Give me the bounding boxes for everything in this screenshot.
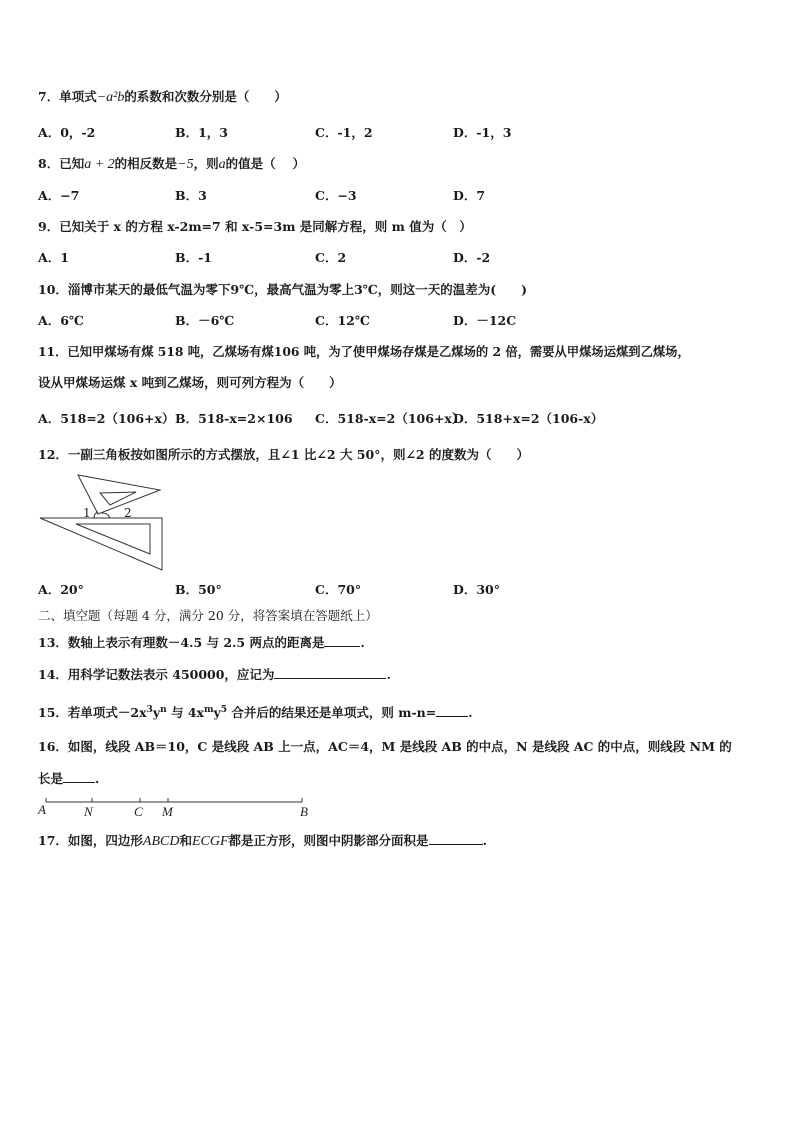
angle-1-label: 1: [83, 506, 91, 520]
q8-suffix: 的值是（ ）: [225, 156, 305, 171]
question-15: [38, 701, 473, 722]
q10-option-b: B．－6℃: [175, 313, 235, 328]
segment-figure: [36, 794, 316, 820]
q15-exp4: 5: [220, 705, 228, 715]
q17-post: 都是正方形，则图中阴影部分面积是: [228, 833, 429, 848]
q8-math: a + 2: [84, 157, 115, 172]
q15-answer-blank[interactable]: [436, 704, 468, 717]
q10-option-c: C．12℃: [315, 313, 370, 328]
q8-middle: 的相反数是: [114, 156, 178, 171]
angle-2-label: 2: [124, 506, 132, 520]
question-12: 12．一副三角板按如图所示的方式摆放，且∠1 比∠2 大 50°，则∠2 的度数为（ ）: [38, 447, 529, 462]
q11-option-b: B．518-x=2×106: [175, 411, 293, 426]
q11-option-d: D．518+x=2（106-x）: [453, 411, 604, 426]
q13-end: .: [360, 635, 365, 650]
point-b-label: B: [300, 804, 308, 819]
q7-option-a: A．0，-2: [38, 125, 96, 140]
q17-mid: 和: [179, 833, 192, 848]
question-8: [38, 155, 305, 174]
q15-pre: 15．若单项式－2x: [38, 705, 147, 721]
q16-end: .: [95, 771, 100, 786]
q7-suffix: 的系数和次数分别是（ ）: [124, 89, 287, 104]
q8-option-b: B．3: [175, 188, 207, 203]
q17-answer-blank[interactable]: [429, 832, 483, 845]
question-7: [38, 88, 287, 107]
q11-option-a: A．518=2（106+x）: [38, 411, 175, 426]
q9-option-b: B．-1: [175, 250, 212, 265]
q9-option-d: D．-2: [453, 250, 491, 265]
q12-option-a: A．20°: [38, 582, 84, 597]
q14-end: .: [386, 667, 391, 682]
question-10: 10．淄博市某天的最低气温为零下9℃，最高气温为零上3℃，则这一天的温差为( ): [38, 282, 528, 297]
q17-abcd: ABCD: [142, 834, 180, 849]
q7-option-c: C．-1，2: [315, 125, 373, 140]
point-n-label: N: [84, 804, 93, 819]
q7-prefix: 7．单项式: [38, 89, 97, 104]
q8-middle2: ，则: [193, 156, 219, 171]
upper-triangle-inner: [100, 492, 136, 505]
q14-answer-blank[interactable]: [274, 666, 386, 679]
question-16: 16．如图，线段 AB＝10，C 是线段 AB 上一点，AC＝4，M 是线段 AB 的中点，N 是线段 AC 的中点，则线段 NM 的: [38, 739, 732, 754]
q12-option-b: B．50°: [175, 582, 222, 597]
q15-mid: 与 4x: [166, 705, 204, 721]
question-17: [38, 832, 487, 851]
q12-option-c: C．70°: [315, 582, 362, 597]
angle-2-arc: [102, 513, 110, 518]
point-a-label: A: [38, 802, 46, 817]
q8-option-c: C．−3: [315, 188, 357, 203]
q10-option-d: D．－12C: [453, 313, 517, 328]
q15-exp1: 3: [146, 705, 153, 715]
q13-answer-blank[interactable]: [324, 634, 360, 647]
q12-option-d: D．30°: [453, 582, 500, 597]
q16-answer-blank[interactable]: [63, 770, 95, 783]
q17-ecgf: ECGF: [191, 834, 229, 849]
q13-text: 13．数轴上表示有理数－4.5 与 2.5 两点的距离是: [38, 635, 325, 650]
question-16-line2: [38, 770, 99, 788]
q8-math2: −5: [177, 157, 194, 172]
question-14: [38, 666, 391, 684]
q10-option-a: A．6℃: [38, 313, 84, 328]
q15-y2: y: [213, 705, 221, 721]
q8-prefix: 8．已知: [38, 156, 85, 171]
q11-option-c: C．518-x=2（106+x）: [315, 411, 465, 426]
q15-y1: y: [152, 705, 161, 721]
question-11-line2: 设从甲煤场运煤 x 吨到乙煤场，则可列方程为（ ）: [38, 375, 342, 390]
q14-text: 14．用科学记数法表示 450000，应记为: [38, 667, 275, 682]
q8-math3: a: [218, 157, 226, 172]
q15-end: .: [468, 705, 473, 721]
q15-exp3: m: [203, 705, 214, 715]
question-11: 11．已知甲煤场有煤 518 吨，乙煤场有煤106 吨，为了使甲煤场存煤是乙煤场的 2 倍，需要从甲煤场运煤到乙煤场，: [38, 344, 690, 359]
q7-math: −a²b: [96, 90, 125, 105]
q7-option-d: D．-1，3: [453, 125, 512, 140]
point-m-label: M: [162, 804, 173, 819]
q7-option-b: B．1，3: [175, 125, 228, 140]
triangle-rulers-figure: [38, 472, 168, 572]
point-c-label: C: [134, 804, 143, 819]
q9-option-a: A．1: [38, 250, 69, 265]
q8-option-a: A．−7: [38, 188, 80, 203]
q8-option-d: D．7: [453, 188, 486, 203]
question-9: 9．已知关于 x 的方程 x-2m=7 和 x-5=3m 是同解方程，则 m 值为（ ）: [38, 219, 472, 234]
section-2-heading: 二、填空题（每题 4 分，满分 20 分，将答案填在答题纸上）: [38, 608, 378, 623]
q17-end: .: [482, 833, 487, 848]
q15-exp2: n: [160, 705, 167, 715]
q15-post: 合并后的结果还是单项式，则 m-n=: [227, 705, 437, 721]
lower-triangle-outer: [40, 518, 162, 570]
q17-pre: 17．如图，四边形: [38, 833, 143, 848]
question-13: [38, 634, 365, 652]
q9-option-c: C．2: [315, 250, 347, 265]
q16-text2: 长是: [38, 771, 64, 786]
